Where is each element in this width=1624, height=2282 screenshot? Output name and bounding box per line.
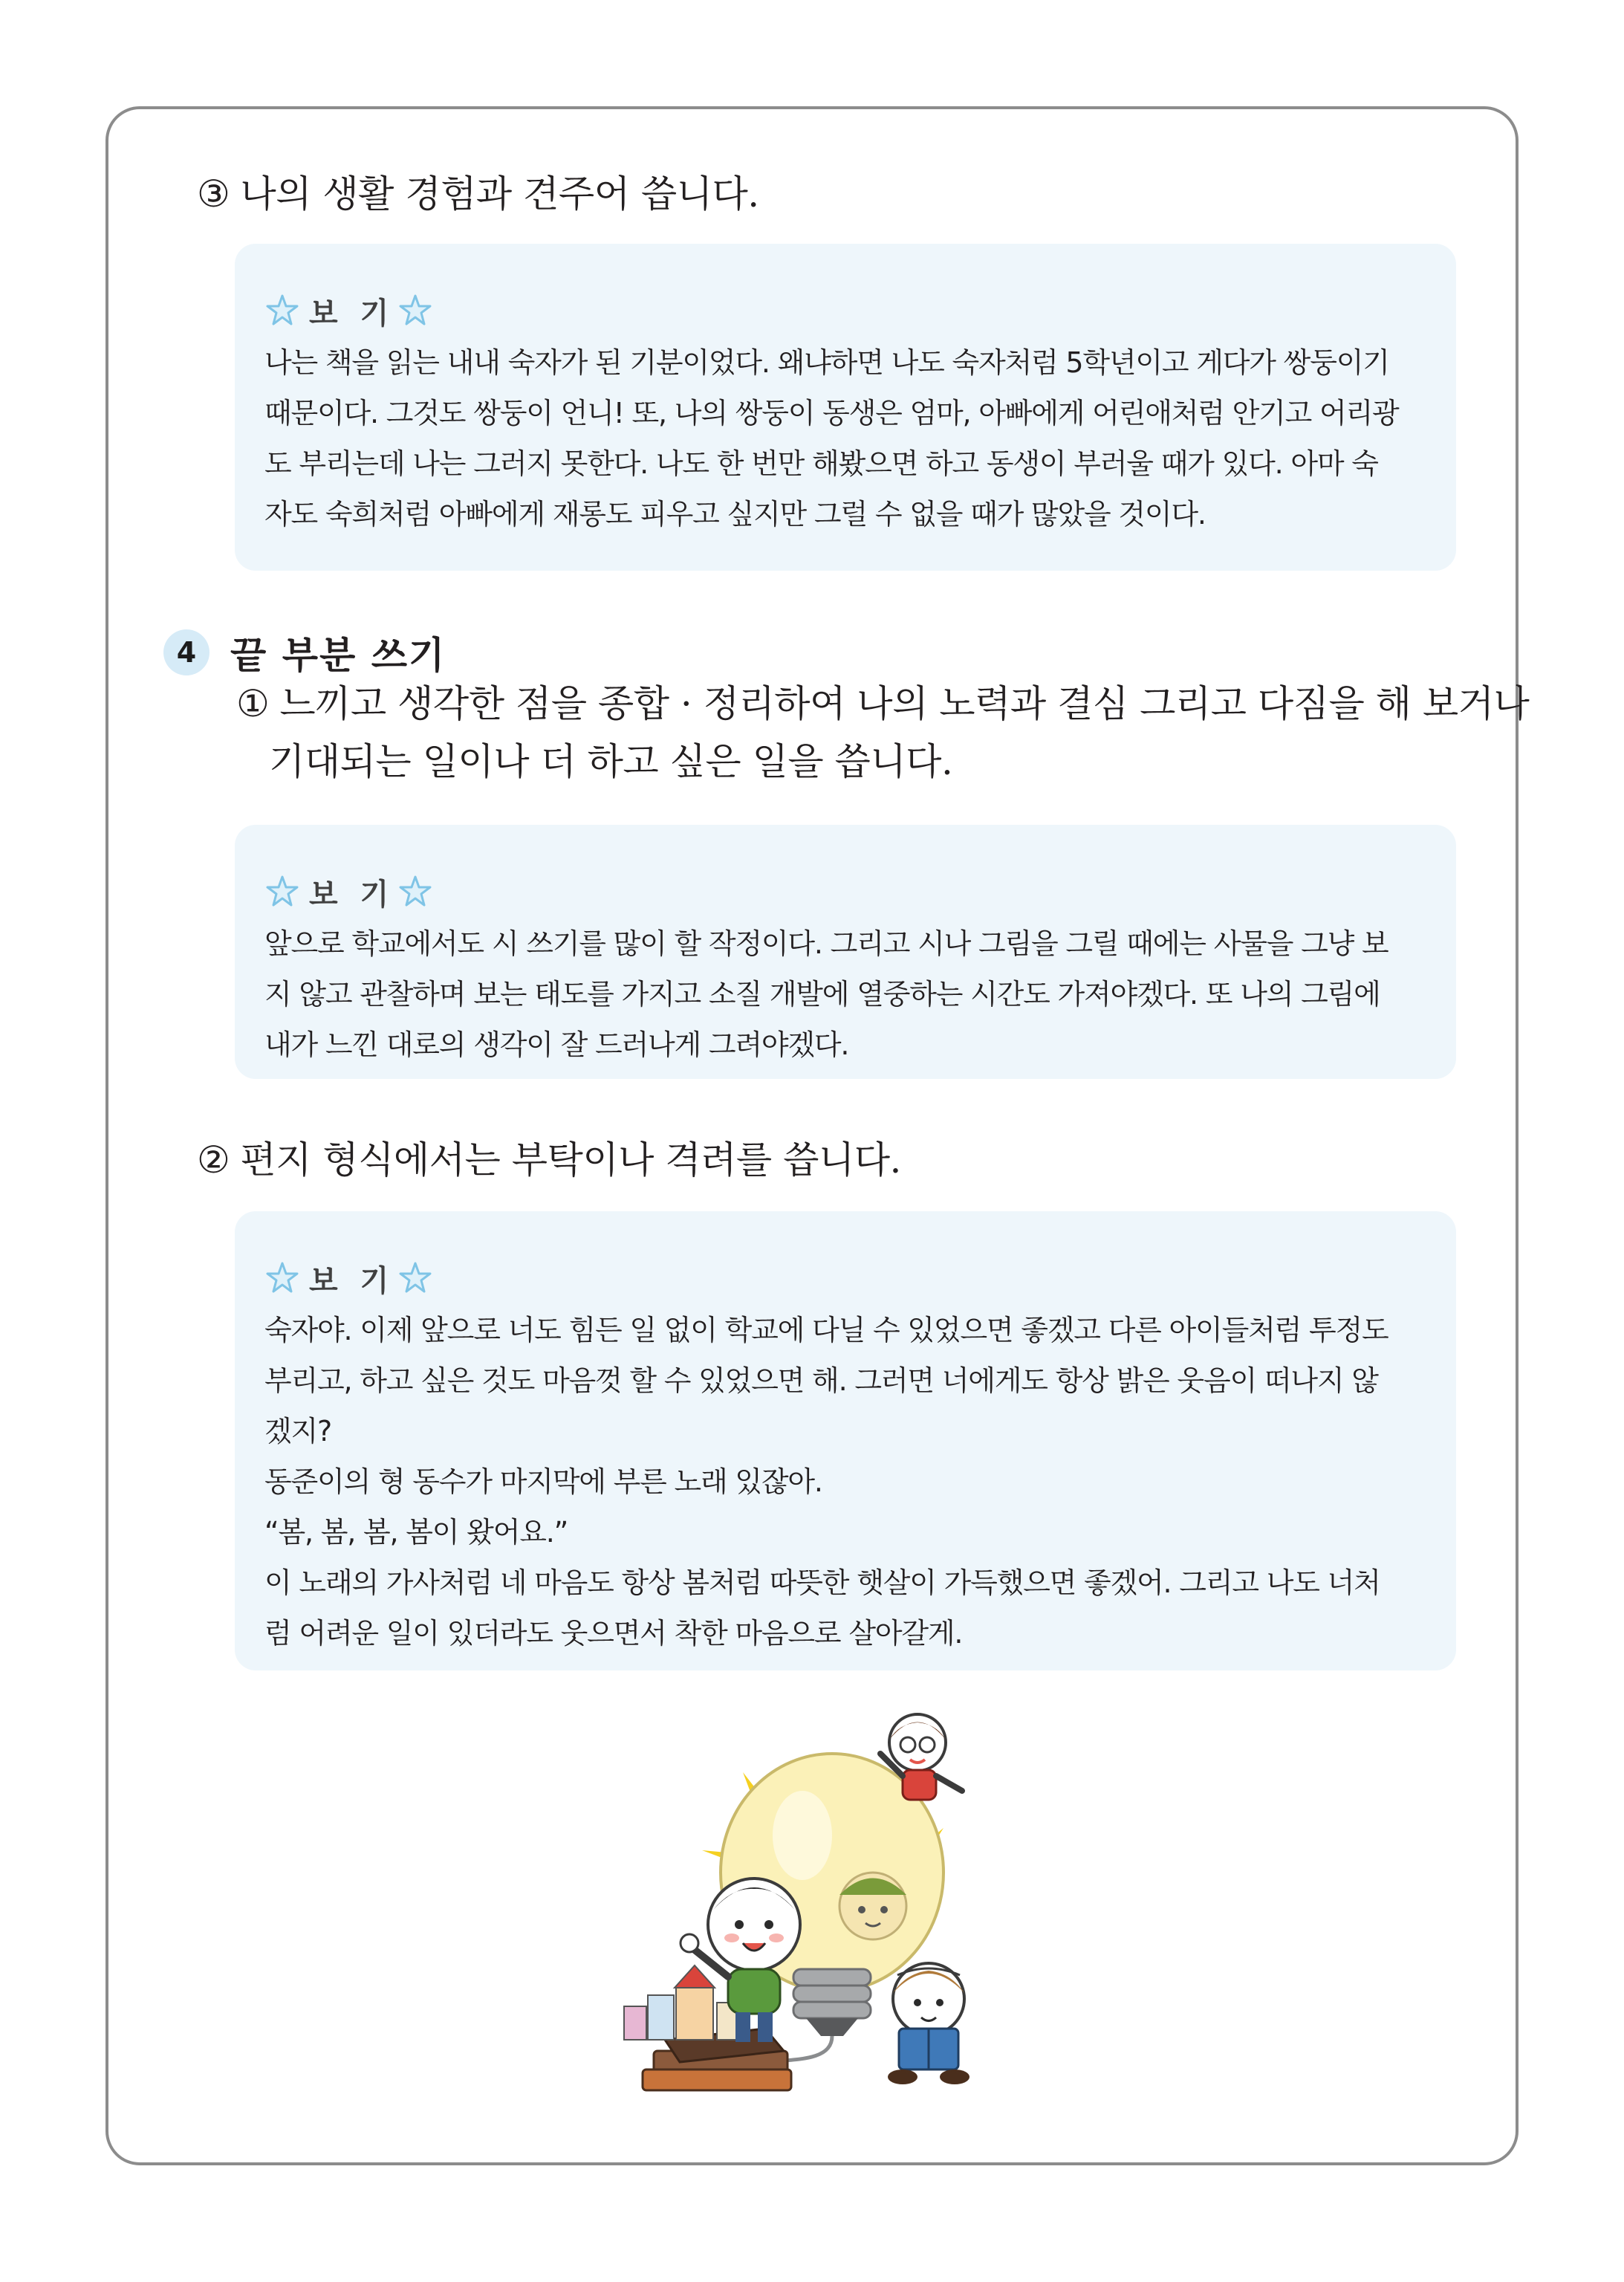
example-line: “봄, 봄, 봄, 봄이 왔어요.”	[264, 1516, 568, 1549]
step-2-heading	[197, 1134, 901, 1186]
step-1-heading	[236, 678, 1529, 730]
example-line: 지 않고 관찰하며 보는 태도를 가지고 소질 개발에 열중하는 시간도 가져야겠다. 또 나의 그림에	[264, 978, 1380, 1011]
step-3-heading	[197, 168, 759, 220]
example-line: 내가 느낀 대로의 생각이 잘 드러나게 그려야겠다.	[264, 1028, 849, 1061]
example-label: 보 기	[264, 868, 1426, 915]
example-box-2	[235, 825, 1456, 1079]
example-line: 앞으로 학교에서도 시 쓰기를 많이 할 작정이다. 그리고 시나 그림을 그릴 때에는 사물을 그냥 보	[264, 927, 1388, 960]
step-number: ③	[197, 172, 230, 215]
star-icon	[397, 1260, 433, 1296]
example-line: 겠지?	[264, 1415, 331, 1448]
example-line: 럼 어려운 일이 있더라도 웃으면서 착한 마음으로 살아갈게.	[264, 1617, 963, 1650]
step-text: 느끼고 생각한 점을 종합 · 정리하여 나의 노력과 결심 그리고 다짐을 해 보거나	[279, 682, 1530, 725]
example-box-3	[235, 1211, 1456, 1670]
example-label: 보 기	[264, 287, 1426, 334]
example-box-1	[235, 244, 1456, 571]
step-text: 나의 생활 경험과 견주어 씁니다.	[240, 172, 759, 215]
example-line: 나는 책을 읽는 내내 숙자가 된 기분이었다. 왜냐하면 나도 숙자처럼 5학년이고 게다가 쌍둥이기	[264, 346, 1389, 379]
star-icon	[397, 293, 433, 328]
example-line: 숙자야. 이제 앞으로 너도 힘든 일 없이 학교에 다닐 수 있었으면 좋겠고 다른 아이들처럼 투정도	[264, 1314, 1388, 1346]
example-line: 부리고, 하고 싶은 것도 마음껏 할 수 있었으면 해. 그러면 너에게도 항상 밝은 웃음이 떠나지 않	[264, 1364, 1378, 1397]
star-icon	[264, 1260, 300, 1296]
step-1-heading-cont: 기대되는 일이나 더 하고 싶은 일을 씁니다.	[269, 740, 953, 783]
section-4-header	[163, 626, 446, 679]
star-icon	[264, 874, 300, 910]
example-line: 동준이의 형 동수가 마지막에 부른 노래 있잖아.	[264, 1465, 822, 1498]
example-line: 도 부리는데 나는 그러지 못한다. 나도 한 번만 해봤으면 하고 동생이 부러울 때가 있다. 아마 숙	[264, 447, 1378, 480]
step-number: ①	[236, 682, 270, 725]
section-title: 끝 부분 쓰기	[230, 634, 446, 677]
star-icon	[264, 293, 300, 328]
step-number: ②	[197, 1138, 230, 1181]
example-line: 자도 숙희처럼 아빠에게 재롱도 피우고 싶지만 그럴 수 없을 때가 많았을 것이다.	[264, 498, 1206, 531]
step-text: 편지 형식에서는 부탁이나 격려를 씁니다.	[240, 1138, 901, 1181]
example-line: 때문이다. 그것도 쌍둥이 언니! 또, 나의 쌍둥이 동생은 엄마, 아빠에게 어린애처럼 안기고 어리광	[264, 397, 1399, 430]
example-line: 이 노래의 가사처럼 네 마음도 항상 봄처럼 따뜻한 햇살이 가득했으면 좋겠어. 그리고 나도 너처	[264, 1566, 1380, 1599]
star-icon	[397, 874, 433, 910]
lightbulb-kids-illustration	[617, 1702, 1003, 2103]
example-label: 보 기	[264, 1254, 1426, 1302]
section-number-badge: 4	[163, 629, 210, 675]
